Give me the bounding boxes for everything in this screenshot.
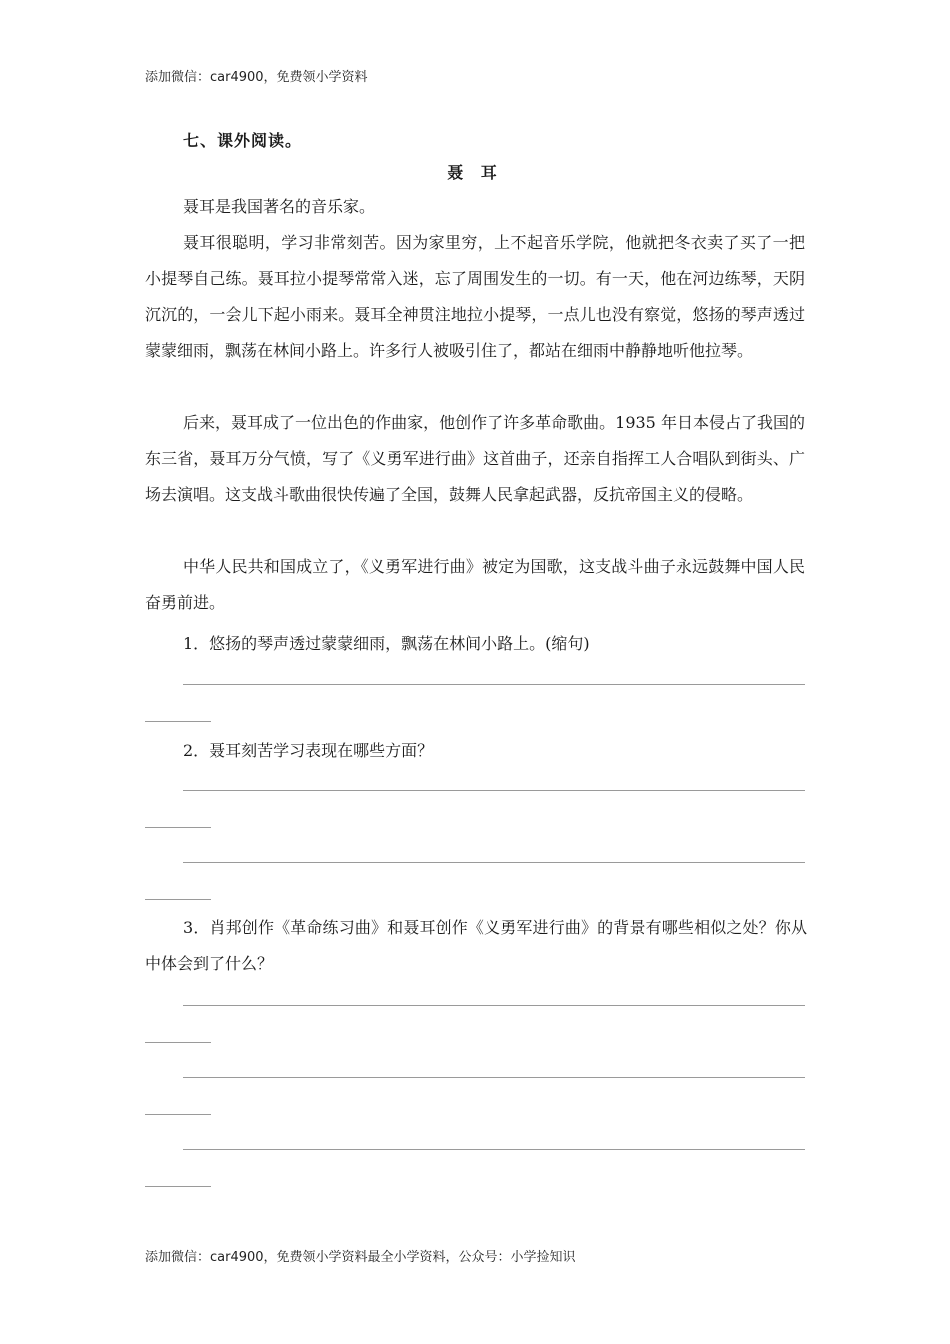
question-3: 3．肖邦创作《革命练习曲》和聂耳创作《义勇军进行曲》的背景有哪些相似之处？你从中体会到了什么？ xyxy=(145,918,807,973)
article-title: 聂 耳 xyxy=(447,163,503,182)
article-paragraph: 中华人民共和国成立了，《义勇军进行曲》被定为国歌，这支战斗曲子永远鼓舞中国人民奋勇前进。 xyxy=(145,557,805,612)
answer-line[interactable] xyxy=(183,862,805,863)
answer-line[interactable] xyxy=(145,1186,211,1187)
answer-line[interactable] xyxy=(183,790,805,791)
answer-line[interactable] xyxy=(145,827,211,828)
answer-line[interactable] xyxy=(183,1005,805,1006)
article-paragraph: 后来，聂耳成了一位出色的作曲家，他创作了许多革命歌曲。1935 年日本侵占了我国的东三省，聂耳万分气愤，写了《义勇军进行曲》这首曲子，还亲自指挥工人合唱队到街头、广场去演唱。这支战斗歌曲很快传遍了全国，鼓舞人民拿起武器，反抗帝国主义的侵略。 xyxy=(145,413,805,504)
section-title: 七、课外阅读。 xyxy=(183,131,303,150)
question-1: 1．悠扬的琴声透过蒙蒙细雨，飘荡在林间小路上。(缩句) xyxy=(183,634,590,653)
question-2: 2．聂耳刻苦学习表现在哪些方面？ xyxy=(183,741,434,760)
answer-line[interactable] xyxy=(183,684,805,685)
answer-line[interactable] xyxy=(145,721,211,722)
page-footer-note: 添加微信：car4900，免费领小学资料最全小学资料，公众号：小学捡知识 xyxy=(145,1250,576,1265)
page-header-note: 添加微信：car4900，免费领小学资料 xyxy=(145,70,368,85)
answer-line[interactable] xyxy=(183,1077,805,1078)
answer-line[interactable] xyxy=(145,1114,211,1115)
article-paragraph: 聂耳是我国著名的音乐家。 xyxy=(183,197,376,216)
answer-line[interactable] xyxy=(183,1149,805,1150)
article-paragraph: 聂耳很聪明，学习非常刻苦。因为家里穷，上不起音乐学院，他就把冬衣卖了买了一把小提琴自己练。聂耳拉小提琴常常入迷，忘了周围发生的一切。有一天，他在河边练琴，天阴沉沉的，一会儿下起小雨来。聂耳全神贯注地拉小提琴，一点儿也没有察觉，悠扬的琴声透过蒙蒙细雨，飘荡在林间小路上。许多行人被吸引住了，都站在细雨中静静地听他拉琴。 xyxy=(145,233,805,360)
answer-line[interactable] xyxy=(145,1042,211,1043)
answer-line[interactable] xyxy=(145,899,211,900)
